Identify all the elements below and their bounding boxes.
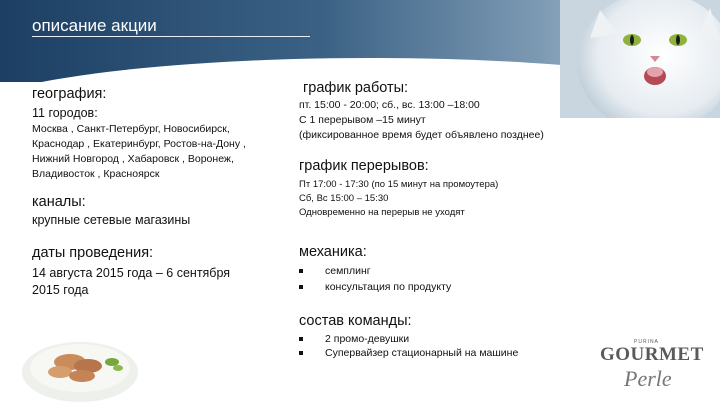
city-line-3: Нижний Новгород , Хабаровск , Воронеж, [32,153,234,165]
schedule-heading: график работы: [303,80,409,96]
gourmet-logo [590,338,710,400]
mechanics-item: консультация по продукту [299,281,451,293]
team-heading: состав команды: [299,313,412,329]
schedule-line-3: (фиксированное время будет объявлено позднее) [299,129,544,141]
channels-heading: каналы: [32,194,86,210]
team-item: Супервайзер стационарный на машине [299,347,518,359]
breaks-line-1: Пт 17:00 - 17:30 (по 15 минут на промоутера) [299,179,499,190]
breaks-line-2: Сб, Вс 15:00 – 15:30 [299,193,389,204]
logo-purina: PURINA [634,339,659,345]
cat-image [560,0,720,118]
page-title: описание акции [32,16,157,35]
city-line-2: Краснодар , Екатеринбург, Ростов-на-Дону , [32,138,246,150]
bullet-icon [299,285,303,289]
title-underline [32,36,310,37]
mechanics-heading: механика: [299,244,367,260]
dates-line-2: 2015 года [32,283,89,297]
mechanics-item: семплинг [299,265,371,277]
logo-perle: Perle [624,366,672,391]
bullet-icon [299,337,303,341]
logo-gourmet: GOURMET [600,344,704,365]
dates-line-1: 14 августа 2015 года – 6 сентября [32,266,231,280]
city-line-4: Владивосток , Красноярск [32,168,160,180]
cat-food-image [20,322,138,404]
channels-value: крупные сетевые магазины [32,213,191,227]
cities-count: 11 городов: [32,106,98,120]
breaks-heading: график перерывов: [299,158,429,174]
dates-heading: даты проведения: [32,245,154,261]
schedule-line-1: пт. 15:00 - 20:00; сб., вс. 13:00 –18:00 [299,99,480,111]
team-item: 2 промо-девушки [299,333,409,345]
breaks-line-3: Одновременно на перерыв не уходят [299,207,465,218]
schedule-line-2: С 1 перерывом –15 минут [299,114,426,126]
city-line-1: Москва , Санкт-Петербург, Новосибирск, [32,123,230,135]
bullet-icon [299,351,303,355]
bullet-icon [299,269,303,273]
geography-heading: география: [32,86,107,102]
